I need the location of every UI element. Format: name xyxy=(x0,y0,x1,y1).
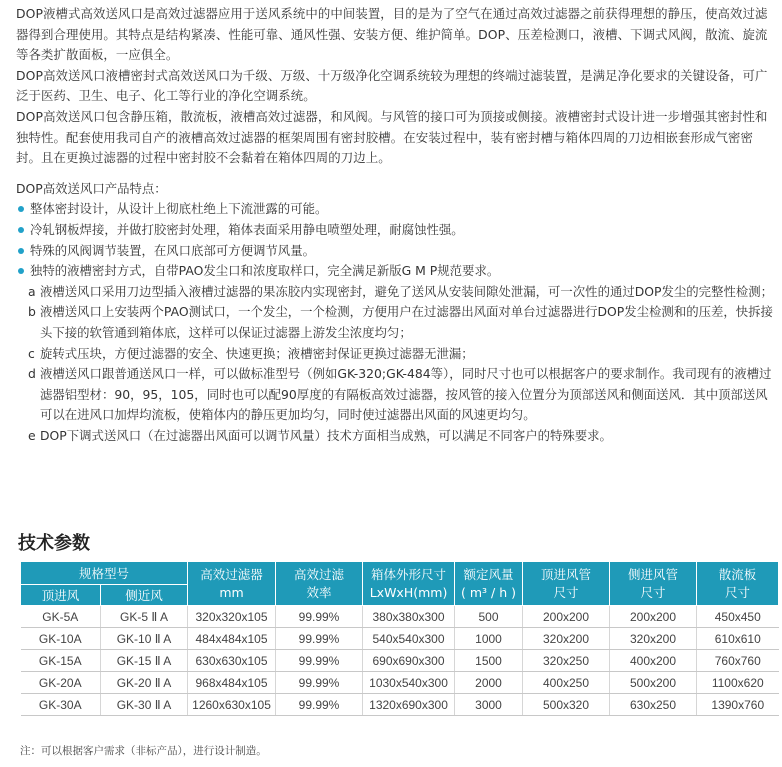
cell-side-duct-size: 400x200 xyxy=(610,650,697,672)
cell-efficiency: 99.99% xyxy=(276,606,363,628)
subitem-text: 液槽送风口上安装两个PAO测试口，一个发尘，一个检测，方便用户在过滤器出风面对单台过滤器进行DOP发尘检测和的压差，快拆接头下接的软管通到箱体底，这样可以保证过滤器上游发尘浓度均匀； xyxy=(40,304,773,340)
header-box-unit: LxWxH(mm) xyxy=(369,584,448,600)
feature-bullet: 特殊的风阀调节装置，在风口底部可方便调节风量。 xyxy=(16,241,776,262)
cell-filter-size: 630x630x105 xyxy=(188,650,276,672)
header-filter-unit: mm xyxy=(219,584,244,600)
cell-box-size: 380x380x300 xyxy=(363,606,455,628)
cell-top-inlet-model: GK-5A xyxy=(21,606,101,628)
specs-title: 技术参数 xyxy=(18,533,90,554)
cell-airflow: 2000 xyxy=(455,672,523,694)
feature-subitem-e xyxy=(28,426,776,447)
header-diffuser xyxy=(697,562,779,606)
table-row xyxy=(21,672,779,694)
header-top-duct-label-2: 尺寸 xyxy=(553,584,579,600)
cell-diffuser-size: 1390x760 xyxy=(697,694,779,716)
cell-airflow: 1000 xyxy=(455,628,523,650)
header-side-inlet: 侧近风 xyxy=(101,585,188,606)
cell-side-duct-size: 200x200 xyxy=(610,606,697,628)
cell-top-inlet-model: GK-30A xyxy=(21,694,101,716)
header-side-duct-label-2: 尺寸 xyxy=(640,584,666,600)
cell-side-duct-size: 630x250 xyxy=(610,694,697,716)
subitem-text: 液槽送风口跟普通送风口一样，可以做标准型号（例如GK-320;GK-484等），同时尺寸也可以根据客户的要求制作。我司现有的液槽过滤器铝型材：90，95，105，同时也可以配90厚度的有隔板高效过滤器，按风管的接入位置分为顶部送风和侧面送风．其中顶部送风可以在进风口加焊均流板，使箱体内的静压更加均匀，同时使过滤器出风面的风速更均匀。 xyxy=(40,366,772,423)
feature-subitem-c xyxy=(28,344,776,365)
cell-efficiency: 99.99% xyxy=(276,650,363,672)
cell-filter-size: 320x320x105 xyxy=(188,606,276,628)
cell-filter-size: 968x484x105 xyxy=(188,672,276,694)
table-row xyxy=(21,694,779,716)
table-row xyxy=(21,606,779,628)
cell-airflow: 3000 xyxy=(455,694,523,716)
cell-top-duct-size: 200x200 xyxy=(523,606,610,628)
header-efficiency xyxy=(276,562,363,606)
table-header-row xyxy=(21,562,779,585)
feature-bullet: 冷轧钢板焊接，并做打胶密封处理，箱体表面采用静电喷塑处理，耐腐蚀性强。 xyxy=(16,220,776,241)
cell-diffuser-size: 1100x620 xyxy=(697,672,779,694)
cell-top-inlet-model: GK-20A xyxy=(21,672,101,694)
header-filter-label: 高效过滤器 xyxy=(200,566,263,582)
feature-subitem-a xyxy=(28,282,776,303)
header-airflow xyxy=(455,562,523,606)
header-efficiency-label-2: 效率 xyxy=(306,584,332,600)
header-diffuser-label: 散流板 xyxy=(718,566,757,582)
cell-top-duct-size: 320x200 xyxy=(523,628,610,650)
header-airflow-unit: ( m³ / h ) xyxy=(461,584,516,600)
subitem-label: c xyxy=(28,345,35,361)
cell-filter-size: 1260x630x105 xyxy=(188,694,276,716)
cell-side-duct-size: 500x200 xyxy=(610,672,697,694)
cell-side-inlet-model: GK-30 Ⅱ A xyxy=(101,694,188,716)
header-top-inlet: 顶进风 xyxy=(21,585,101,606)
cell-box-size: 690x690x300 xyxy=(363,650,455,672)
header-efficiency-label: 高效过滤 xyxy=(294,566,345,582)
feature-bullet: 独特的液槽密封方式，自带PAO发尘口和浓度取样口，完全满足新版G M P规范要求。 xyxy=(16,261,776,282)
cell-airflow: 500 xyxy=(455,606,523,628)
cell-side-inlet-model: GK-15 Ⅱ A xyxy=(101,650,188,672)
cell-box-size: 540x540x300 xyxy=(363,628,455,650)
header-airflow-label: 额定风量 xyxy=(463,566,514,582)
header-model: 规格型号 xyxy=(21,562,188,585)
feature-subitem-b xyxy=(28,302,776,343)
intro-paragraph-3: DOP高效送风口包含静压箱，散流板，液槽高效过滤器，和风阀。与风管的接口可为顶接或侧接。液槽密封式设计进一步增强其密封性和独特性。配套使用我司自产的液槽高效过滤器的框架周围有密封胶槽。在安装过程中，装有密封槽与箱体四周的刀边相嵌套形成气密密封。且在更换过滤器的过程中密封胶不会黏着在箱体四周的刀边上。 xyxy=(16,108,768,166)
cell-filter-size: 484x484x105 xyxy=(188,628,276,650)
feature-subitem-d xyxy=(28,364,776,426)
cell-diffuser-size: 760x760 xyxy=(697,650,779,672)
intro-paragraph-2: DOP高效送风口液槽密封式高效送风口为千级、万级、十万级净化空调系统较为理想的终端过滤装置，是满足净化要求的关键设备，可广泛于医药、卫生、电子、化工等行业的净化空调系统。 xyxy=(16,67,768,104)
cell-side-duct-size: 320x200 xyxy=(610,628,697,650)
header-side-duct xyxy=(610,562,697,606)
cell-side-inlet-model: GK-5 Ⅱ A xyxy=(101,606,188,628)
subitem-label: b xyxy=(28,304,36,320)
cell-airflow: 1500 xyxy=(455,650,523,672)
cell-box-size: 1030x540x300 xyxy=(363,672,455,694)
cell-diffuser-size: 450x450 xyxy=(697,606,779,628)
cell-side-inlet-model: GK-20 Ⅱ A xyxy=(101,672,188,694)
specs-table xyxy=(20,561,779,716)
table-row xyxy=(21,628,779,650)
feature-bullet: 整体密封设计，从设计上彻底杜绝上下流泄露的可能。 xyxy=(16,199,776,220)
cell-box-size: 1320x690x300 xyxy=(363,694,455,716)
subitem-label: e xyxy=(28,427,36,443)
features-title: DOP高效送风口产品特点： xyxy=(16,180,167,196)
cell-efficiency: 99.99% xyxy=(276,628,363,650)
subitem-text: DOP下调式送风口（在过滤器出风面可以调节风量）技术方面相当成熟，可以满足不同客户的特殊要求。 xyxy=(40,427,612,443)
header-diffuser-label-2: 尺寸 xyxy=(725,584,751,600)
intro-paragraph-1: DOP液槽式高效送风口是高效过滤器应用于送风系统中的中间装置，目的是为了空气在通过高效过滤器之前获得理想的静压，使高效过滤器得到合理使用。其特点是结构紧凑、性能可靠、通风性强、安装方便、维护简单。DOP、压差检测口，液槽、下调式风阀，散流、旋流等各类扩散面板，一应俱全。 xyxy=(16,6,768,63)
header-box-size xyxy=(363,562,455,606)
subitem-label: a xyxy=(28,283,36,299)
cell-top-duct-size: 500x320 xyxy=(523,694,610,716)
subitem-text: 旋转式压块，方便过滤器的安全、快速更换；液槽密封保证更换过滤器无泄漏； xyxy=(40,345,474,361)
cell-top-inlet-model: GK-10A xyxy=(21,628,101,650)
header-filter xyxy=(188,562,276,606)
header-box-label: 箱体外形尺寸 xyxy=(371,566,447,582)
cell-top-duct-size: 400x250 xyxy=(523,672,610,694)
subitem-text: 液槽送风口采用刀边型插入液槽过滤器的果冻胶内实现密封，避免了送风从安装间隙处泄漏，可一次性的通过DOP发尘的完整性检测； xyxy=(40,283,774,299)
cell-top-inlet-model: GK-15A xyxy=(21,650,101,672)
specs-table-body xyxy=(21,606,779,716)
cell-efficiency: 99.99% xyxy=(276,672,363,694)
cell-diffuser-size: 610x610 xyxy=(697,628,779,650)
header-top-duct xyxy=(523,562,610,606)
cell-efficiency: 99.99% xyxy=(276,694,363,716)
cell-side-inlet-model: GK-10 Ⅱ A xyxy=(101,628,188,650)
table-row xyxy=(21,650,779,672)
header-side-duct-label: 侧进风管 xyxy=(628,566,679,582)
footnote: 注：可以根据客户需求（非标产品），进行设计制造。 xyxy=(20,745,267,757)
intro-section xyxy=(16,4,776,446)
cell-top-duct-size: 320x250 xyxy=(523,650,610,672)
subitem-label: d xyxy=(28,366,36,382)
header-top-duct-label: 顶进风管 xyxy=(541,566,592,582)
